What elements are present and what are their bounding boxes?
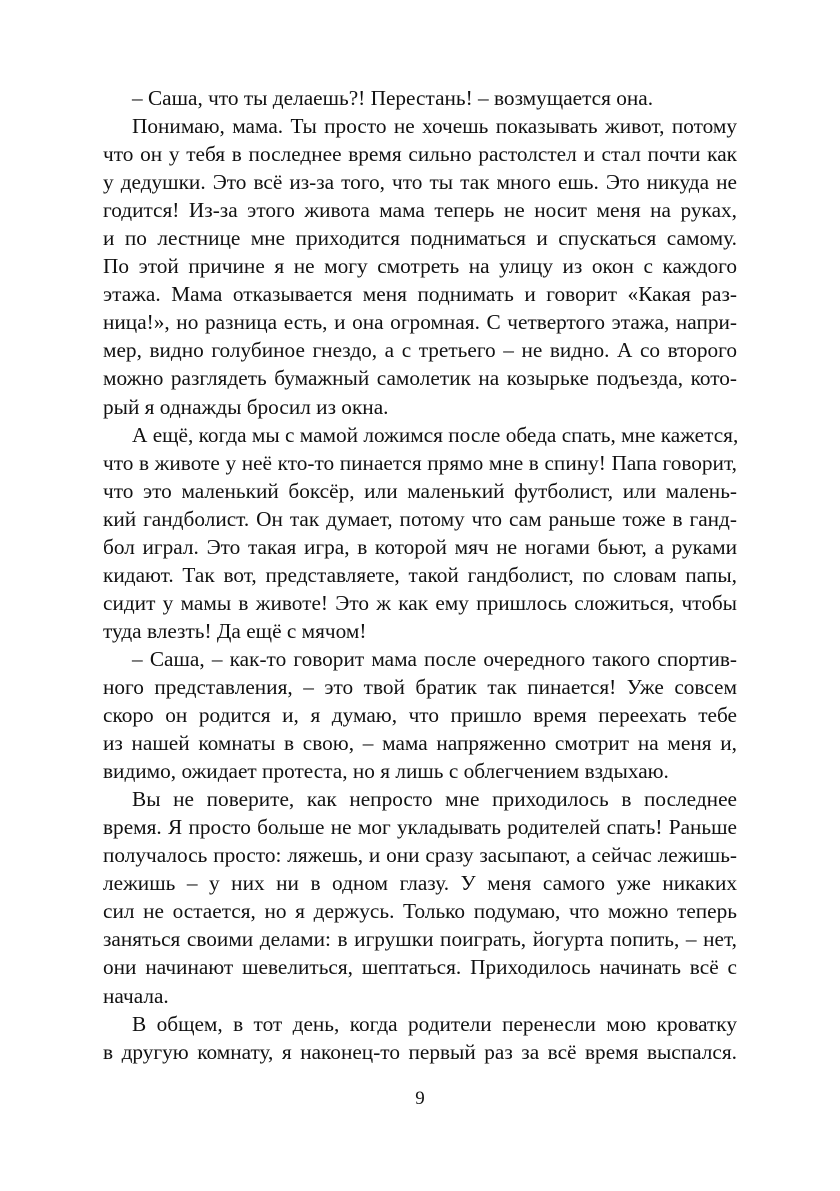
text-line: в другую комнату, я наконец-то первый раз за всё время выспался. — [103, 1039, 737, 1064]
text-line: из нашей комнаты в свою, – мама напряженно смотрит на меня и, — [103, 731, 737, 756]
text-line: туда влезть! Да ещё с мячом! — [103, 618, 367, 643]
text-line: что он у тебя в последнее время сильно растолстел и стал почти как — [103, 142, 737, 167]
text-line: – Саша, – как-то говорит мама после очередного такого спортив- — [132, 646, 737, 671]
text-line: можно разглядеть бумажный самолетик на козырьке подъезда, кото- — [103, 366, 737, 391]
text-line: получалось просто: ляжешь, и они сразу засыпают, а сейчас лежишь- — [103, 843, 737, 868]
text-line: заняться своими делами: в игрушки поиграть, йогурта попить, – нет, — [103, 927, 737, 952]
text-line: скоро он родится и, я думаю, что пришло время переехать тебе — [103, 703, 737, 728]
text-line: кидают. Так вот, представляете, такой гандболист, по словам папы, — [103, 562, 737, 587]
text-line: кий гандболист. Он так думает, потому что сам раньше тоже в ганд- — [103, 506, 737, 531]
text-line: лежишь – у них ни в одном глазу. У меня самого уже никаких — [103, 871, 737, 896]
text-line: и по лестнице мне приходится подниматься и спускаться самому. — [103, 226, 737, 251]
text-line: что в животе у неё кто-то пинается прямо мне в спину! Папа говорит, — [103, 450, 737, 475]
text-line: В общем, в тот день, когда родители перенесли мою кроватку — [132, 1011, 737, 1036]
text-line: годится! Из-за этого живота мама теперь не носит меня на руках, — [103, 198, 737, 223]
text-line: По этой причине я не могу смотреть на улицу из окон с каждого — [103, 254, 737, 279]
text-line: Понимаю, мама. Ты просто не хочешь показывать живот, потому — [132, 114, 737, 139]
body-text — [103, 84, 737, 1066]
text-line: Вы не поверите, как непросто мне приходилось в последнее — [132, 787, 737, 812]
text-line: рый я однажды бросил из окна. — [103, 394, 389, 419]
text-line: видимо, ожидает протеста, но я лишь с облегчением вздыхаю. — [103, 759, 669, 784]
text-line: начала. — [103, 983, 169, 1008]
text-line: время. Я просто больше не мог укладывать родителей спать! Раньше — [103, 815, 737, 840]
text-line: они начинают шевелиться, шептаться. Приходилось начинать всё с — [103, 955, 737, 980]
text-line: – Саша, что ты делаешь?! Перестань! – возмущается она. — [132, 86, 654, 110]
text-line: этажа. Мама отказывается меня поднимать и говорит «Какая раз- — [103, 282, 737, 307]
text-line: сил не остается, но я держусь. Только подумаю, что можно теперь — [103, 899, 737, 924]
text-line: что это маленький боксёр, или маленький футболист, или малень- — [103, 478, 737, 503]
page-number: 9 — [415, 1088, 425, 1109]
text-line: бол играл. Это такая игра, в которой мяч не ногами бьют, а руками — [103, 534, 737, 559]
text-line: А ещё, когда мы с мамой ложимся после обеда спать, мне кажется, — [132, 422, 739, 447]
text-line: мер, видно голубиное гнездо, а с третьего – не видно. А со второго — [103, 338, 737, 363]
text-line: ница!», но разница есть, и она огромная. С четвертого этажа, напри- — [103, 310, 737, 335]
text-line: ного представления, – это твой братик так пинается! Уже совсем — [103, 674, 737, 699]
text-line: у дедушки. Это всё из-за того, что ты так много ешь. Это никуда не — [103, 170, 737, 195]
text-line: сидит у мамы в животе! Это ж как ему пришлось сложиться, чтобы — [103, 590, 737, 615]
